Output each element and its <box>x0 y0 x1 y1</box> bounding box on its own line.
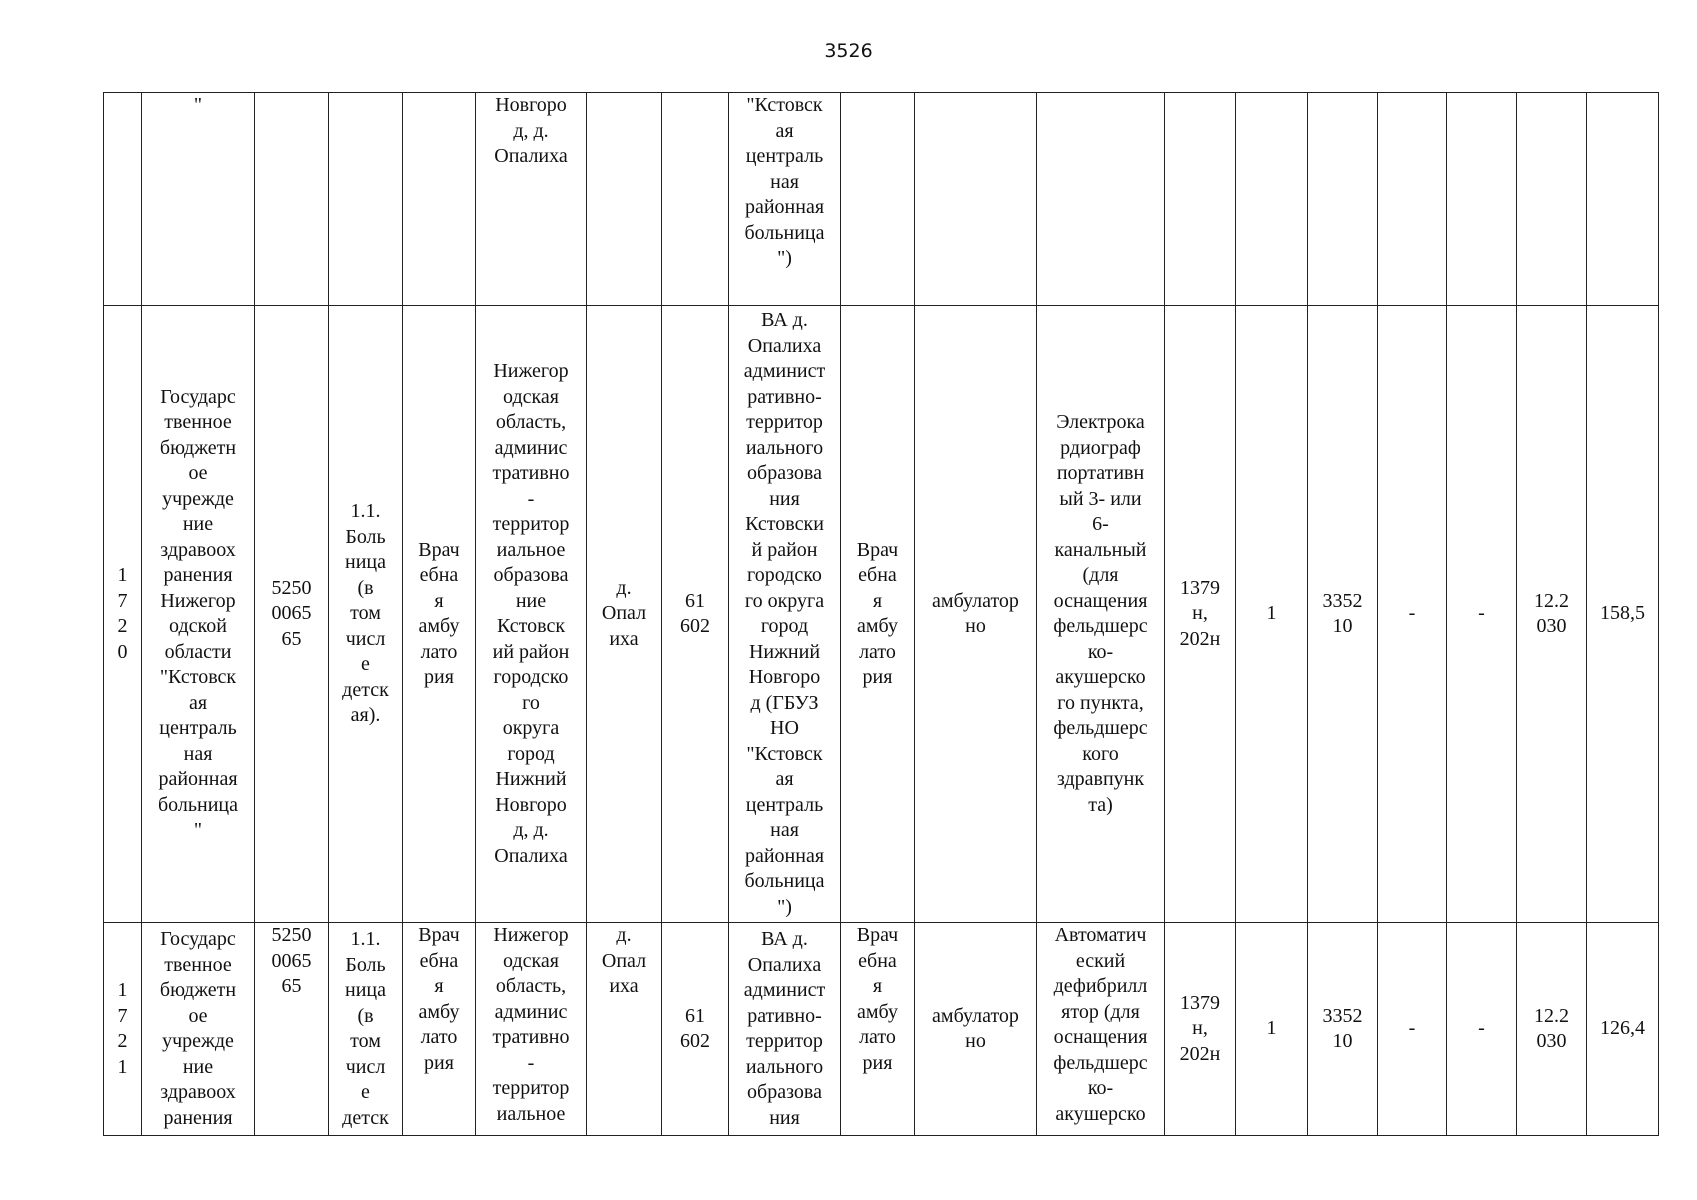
oktmo-cell <box>662 93 729 306</box>
page-number: 3526 <box>824 40 873 62</box>
care-conditions-cell <box>915 93 1037 306</box>
dash-cell: - <box>1447 923 1517 1136</box>
order-cell: 1379 н, 202н <box>1165 306 1236 923</box>
order-cell <box>1165 93 1236 306</box>
locality-cell: д. Опал иха <box>587 923 662 1136</box>
table-row <box>104 306 1659 923</box>
unit-type-cell: Врач ебна я амбу лато рия <box>841 306 915 923</box>
care-conditions-cell: амбулатор но <box>915 306 1037 923</box>
oktmo-cell: 61 602 <box>662 306 729 923</box>
amount-cell <box>1587 93 1659 306</box>
code-cell: 3352 10 <box>1308 923 1378 1136</box>
quantity-cell: 1 <box>1236 923 1308 1136</box>
code-cell <box>1308 93 1378 306</box>
locality-cell: д. Опал иха <box>587 306 662 923</box>
dash-cell: - <box>1378 306 1447 923</box>
unit-type-cell <box>841 93 915 306</box>
facility-type-cell <box>329 93 403 306</box>
division-type-cell: Врач ебна я амбу лато рия <box>403 306 476 923</box>
row-number-cell <box>104 93 142 306</box>
date-cell: 12.2 030 <box>1517 306 1587 923</box>
equipment-cell: Автоматич еский дефибрилл ятор (для оснащения фельдшерс ко- акушерско <box>1037 923 1165 1136</box>
locality-cell <box>587 93 662 306</box>
amount-cell: 126,4 <box>1587 923 1659 1136</box>
inn-cell <box>255 93 329 306</box>
address-cell: Нижегор одская область, админис тративно - территор иальное <box>476 923 587 1136</box>
institution-name-cell: Государс твенное бюджетн ое учрежде ние здравоох ранения Нижегор одской области "Кстовск ая централь ная районная больница " <box>142 306 255 923</box>
equipment-cell: Электрока рдиограф портативн ый 3- или 6- канальный (для оснащения фельдшерс ко- акушерско го пункта, фельдшерс кого здравпунк та) <box>1037 306 1165 923</box>
facility-type-cell: 1.1. Боль ница (в том числ е детск <box>329 923 403 1136</box>
table-row <box>104 923 1659 1136</box>
quantity-cell: 1 <box>1236 306 1308 923</box>
inn-cell: 5250 0065 65 <box>255 923 329 1136</box>
table-row <box>104 93 1659 306</box>
order-cell: 1379 н, 202н <box>1165 923 1236 1136</box>
inn-cell: 5250 0065 65 <box>255 306 329 923</box>
address-cell: Нижегор одская область, админис тративно - территор иальное образова ние Кстовск ий район городско го округа город Нижний Новгоро д, д. Опалиха <box>476 306 587 923</box>
unit-name-cell: "Кстовск ая централь ная районная больница ") <box>729 93 841 306</box>
dash-cell: - <box>1447 306 1517 923</box>
facility-type-cell: 1.1. Боль ница (в том числ е детск ая). <box>329 306 403 923</box>
institution-name-cell: " <box>142 93 255 306</box>
dash-cell <box>1378 93 1447 306</box>
registry-table <box>103 92 1659 1136</box>
unit-type-cell: Врач ебна я амбу лато рия <box>841 923 915 1136</box>
date-cell <box>1517 93 1587 306</box>
code-cell: 3352 10 <box>1308 306 1378 923</box>
care-conditions-cell: амбулатор но <box>915 923 1037 1136</box>
equipment-cell <box>1037 93 1165 306</box>
row-number-cell: 1 7 2 1 <box>104 923 142 1136</box>
institution-name-cell: Государс твенное бюджетн ое учрежде ние здравоох ранения <box>142 923 255 1136</box>
date-cell: 12.2 030 <box>1517 923 1587 1136</box>
row-number-cell: 1 7 2 0 <box>104 306 142 923</box>
amount-cell: 158,5 <box>1587 306 1659 923</box>
division-type-cell: Врач ебна я амбу лато рия <box>403 923 476 1136</box>
quantity-cell <box>1236 93 1308 306</box>
division-type-cell <box>403 93 476 306</box>
address-cell: Новгоро д, д. Опалиха <box>476 93 587 306</box>
unit-name-cell: ВА д. Опалиха админист ративно- территор иального образова ния <box>729 923 841 1136</box>
unit-name-cell: ВА д. Опалиха админист ративно- территор иального образова ния Кстовски й район городско го округа город Нижний Новгоро д (ГБУЗ НО "Кстовск ая централь ная районная больница ") <box>729 306 841 923</box>
dash-cell <box>1447 93 1517 306</box>
dash-cell: - <box>1378 923 1447 1136</box>
oktmo-cell: 61 602 <box>662 923 729 1136</box>
